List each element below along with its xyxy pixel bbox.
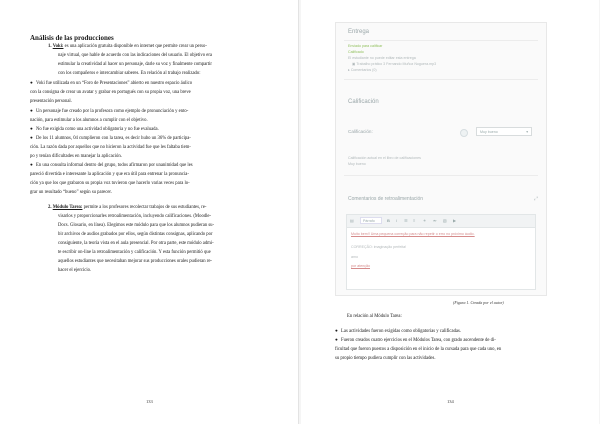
italic-icon[interactable]: I bbox=[396, 218, 398, 223]
fullscreen-icon[interactable]: ⤢ bbox=[533, 196, 538, 202]
item-tarea-line: aquellos estudiantes que necesitaban mejorar sus producciones orales pudieran re- bbox=[58, 259, 212, 264]
image-icon[interactable]: ▧ bbox=[443, 218, 447, 223]
item-tarea-line: consiguiente, la teoría vista en el aula presencial. Por otra parte, este módulo admi- bbox=[58, 241, 214, 246]
bullet-line: nación, para estimular a los alumnos a cumplir con el objetivo. bbox=[30, 118, 148, 123]
bullet-list-icon[interactable]: ☰ bbox=[404, 218, 408, 223]
bullet-line: po y tenían dificultades en manejar la aplicación. bbox=[30, 154, 122, 159]
figure-caption: (Figura 1. Creada por el autor) bbox=[453, 300, 504, 305]
current-grade-value: Muy bueno bbox=[348, 162, 366, 166]
expand-arrow-icon: ▸ bbox=[348, 68, 351, 72]
bullet-line: presentación personal. bbox=[30, 99, 72, 104]
modulo-tarea-lead: Módulo Tarea: bbox=[52, 205, 83, 210]
item-voki-line: estimular la creatividad al hacer un personaje, darle su voz y finalmente compartir bbox=[58, 62, 212, 67]
item-voki-line: naje virtual, que hable de acuerdo con las indicaciones del usuario. El objetivo era bbox=[58, 53, 212, 58]
calificacion-heading: Calificación bbox=[348, 99, 379, 105]
link-icon[interactable]: ⚭ bbox=[423, 218, 427, 223]
paragraph-style-select[interactable]: Párrafo bbox=[360, 217, 382, 224]
unlink-icon[interactable]: ⚮ bbox=[433, 218, 437, 223]
moodle-screenshot bbox=[335, 22, 547, 296]
item-modulo-tarea: 2. Módulo Tarea: permite a los profesores recolectar trabajos de sus estudiantes, re- bbox=[48, 205, 207, 210]
right-page bbox=[301, 0, 599, 424]
editor-line: CORREÇÃO: imaginação perfeita! bbox=[351, 245, 407, 249]
page-number: 134 bbox=[447, 399, 454, 404]
info-icon[interactable] bbox=[460, 129, 468, 137]
item-voki-line: con los compañeros e intercambiar saberes. En relación al trabajo realizado: bbox=[58, 71, 201, 76]
bullet-item: ● Fueron creados cuatro ejercicios en el Módulos Tarea, con grado ascendente de di- bbox=[335, 338, 496, 343]
grade-select[interactable]: Muy bueno ▾ bbox=[476, 127, 532, 136]
bullet-item: ● Las actividades fueron exigidas como obligatorias y calificadas. bbox=[335, 329, 462, 334]
editor-toolbar bbox=[347, 215, 535, 228]
item-voki: 1. Voki: es una aplicación gratuita disponible en internet que permite crear un perso- bbox=[48, 44, 207, 49]
item-tarea-line: te escribir on-line la retroalimentación y calificación. Y esta función permitió que bbox=[58, 250, 211, 255]
status-sent: Enviado para calificar bbox=[348, 44, 383, 48]
divider bbox=[344, 40, 538, 41]
editor-line: Muito bem!! Uma pequena correção para não repetir o erro no próximo áudio. bbox=[351, 232, 475, 236]
chevron-down-icon: ▾ bbox=[526, 130, 528, 134]
current-grade-label: Calificación actual en el libro de calificaciones bbox=[348, 156, 421, 160]
bullet-line: grar un resultado “bueno” según su parecer. bbox=[30, 190, 112, 195]
bullet-item: ● Voki fue utilizada en un “Foro de Presentaciones” abierto en nuestro espacio áulico bbox=[30, 81, 193, 86]
divider bbox=[344, 175, 538, 176]
divider bbox=[344, 79, 538, 80]
feedback-editor[interactable] bbox=[346, 214, 536, 290]
comments-link[interactable]: ▸ Comentarios (0) bbox=[348, 68, 377, 72]
item-tarea-line: bir archivos de audios grabados por ellos, según distintas consignas, aplicando por bbox=[58, 232, 213, 237]
status-graded: Calificado bbox=[348, 50, 364, 54]
editor-line: por atenção bbox=[351, 264, 370, 268]
item-tarea-line: visarlos y proporcionarles retroalimentación, incluyendo calificaciones. (Moodle- bbox=[58, 214, 212, 219]
media-icon[interactable]: ▶ bbox=[453, 218, 457, 223]
calificacion-label: Calificación: bbox=[348, 129, 373, 134]
bullet-line: pareció divertida e interesante la aplicación y que era útil para entrenar la pronuncia- bbox=[30, 172, 189, 177]
bullet-line: ficultad que fueron puestos a disposición en el inicio de la cursada para que cada uno, en bbox=[335, 347, 502, 352]
bullet-item: ● De los 11 alumnos, 04 cumplieron con la tarea, es decir hubo un 36% de participa- bbox=[30, 136, 191, 141]
entrega-heading: Entrega bbox=[348, 29, 370, 35]
bullet-line: con la consigna de crear un avatar y grabar en portugués con su propia voz, una breve bbox=[30, 90, 191, 95]
bullet-line: su propio tiempo pudiera cumplir con las actividades. bbox=[335, 356, 436, 361]
intro-text: En relación al Módulo Tarea: bbox=[347, 314, 402, 319]
bullet-item: ● Un personaje fue creado por la profesora como ejemplo de pronunciación y ento- bbox=[30, 109, 189, 114]
bullet-line: ción ya que los que grabaron su propia voz tuvieron que hacerlo varias veces para lo- bbox=[30, 181, 190, 186]
editor-line: amo bbox=[351, 255, 358, 259]
bullet-line: ción. La razón dada por aquellos que no hicieron la actividad fue que les faltaba tiem- bbox=[30, 145, 191, 150]
feedback-heading: Comentarios de retroalimentación bbox=[348, 196, 424, 202]
student-edit-note: El estudiante no puede editar esta entrega bbox=[348, 56, 416, 60]
toolbar-toggle-icon[interactable]: ▤ bbox=[350, 218, 354, 223]
page-number: 133 bbox=[146, 399, 153, 404]
left-page bbox=[0, 0, 299, 424]
item-tarea-line: Docs. Glosario, en línea). Elegimos este módulo para que los alumnos pudieran su- bbox=[58, 223, 215, 228]
item-tarea-line: hacer el ejercicio. bbox=[58, 268, 92, 273]
file-icon: ▣ bbox=[352, 62, 357, 66]
voki-lead: Voki: bbox=[52, 44, 64, 49]
bullet-item: ● No fue exigida como una actividad obligatoria y no fue evaluada. bbox=[30, 127, 159, 132]
numbered-list-icon[interactable]: ≡ bbox=[413, 218, 416, 223]
section-title: Análisis de las producciones bbox=[30, 34, 114, 42]
bullet-item: ● En una consulta informal dentro del grupo, todos afirmaron por unanimidad que les bbox=[30, 163, 193, 168]
submission-file[interactable]: ▣ Trabalho prático 3 Fernando Muñoz Noguera.mp3 bbox=[352, 62, 437, 66]
bold-icon[interactable]: B bbox=[387, 218, 390, 223]
